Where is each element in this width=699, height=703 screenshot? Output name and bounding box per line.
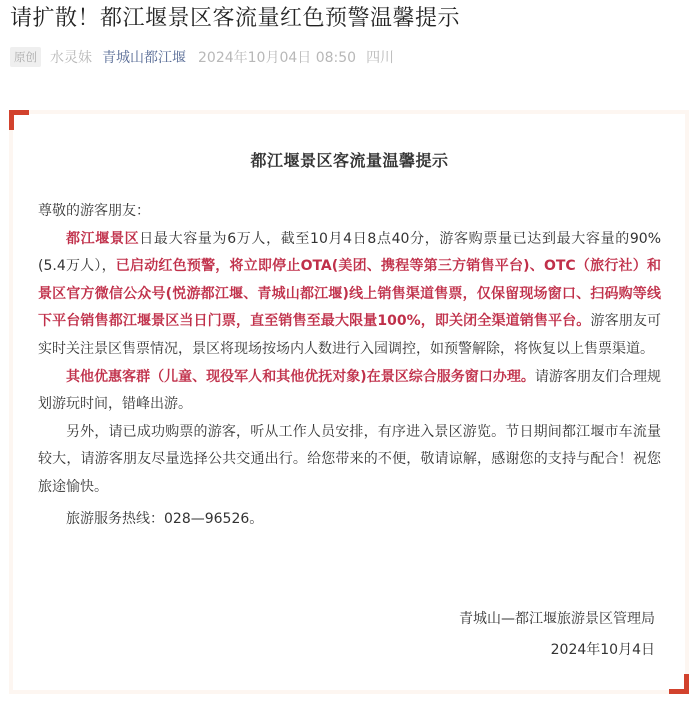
article-meta [10, 46, 394, 68]
publish-region: 四川 [366, 50, 395, 66]
account-link[interactable]: 青城山都江堰 [102, 50, 186, 66]
author-name: 水灵妹 [50, 50, 92, 66]
original-badge: 原创 [10, 47, 41, 67]
corner-accent-top-left-vertical [9, 110, 14, 130]
paragraph-warning [38, 226, 661, 364]
corner-accent-bottom-right-vertical [684, 674, 689, 694]
paragraph-additional: 另外，请已成功购票的游客，听从工作人员安排，有序进入景区游览。节日期间都江堰市车流量较大，请游客朋友尽量选择公共交通出行。给您带来的不便，敬请谅解，感谢您的支持与配合！祝您旅途愉快。 [38, 423, 661, 495]
paragraph-discounts [38, 364, 661, 419]
highlight-red-warning: 已启动红色预警，将立即停止OTA(美团、携程等第三方销售平台)、OTC（旅行社）和景区官方微信公众号(悦游都江堰、青城山都江堰)线上销售渠道售票，仅保留现场窗口、扫码购等线下平台销售都江堰景区当日门票，直至销售至最大限量100%，即关闭全渠道销售平台。 [38, 258, 661, 330]
signature-date: 2024年10月4日 [550, 642, 655, 658]
publish-date: 2024年10月04日 08:50 [198, 50, 357, 66]
capacity-text: 日最大容量为6万人，截至10月4日8点40分，游客购票量已达到最大容量的90%(5.4万人）， [38, 230, 662, 275]
notice-body [38, 198, 661, 533]
greeting: 尊敬的游客朋友： [38, 203, 150, 219]
monitoring-text: 游客朋友可实时关注景区售票情况，景区将现场按场内人数进行入园调控，如预警解除，将恢复以上售票渠道。 [38, 313, 662, 357]
article-title: 请扩散！都江堰景区客流量红色预警温馨提示 [10, 6, 461, 31]
hotline: 旅游服务热线：028—96526。 [66, 510, 264, 527]
signature [459, 604, 655, 666]
signature-org: 青城山—都江堰旅游景区管理局 [459, 611, 655, 627]
highlight-discount-groups: 其他优惠客群（儿童、现役军人和其他优抚对象)在景区综合服务窗口办理。 [66, 368, 535, 385]
plan-visit-text: 请游客朋友们合理规划游玩时间，错峰出游。 [38, 368, 662, 413]
notice-title: 都江堰景区客流量温馨提示 [250, 151, 449, 170]
highlight-scenic-area: 都江堰景区 [66, 230, 140, 247]
